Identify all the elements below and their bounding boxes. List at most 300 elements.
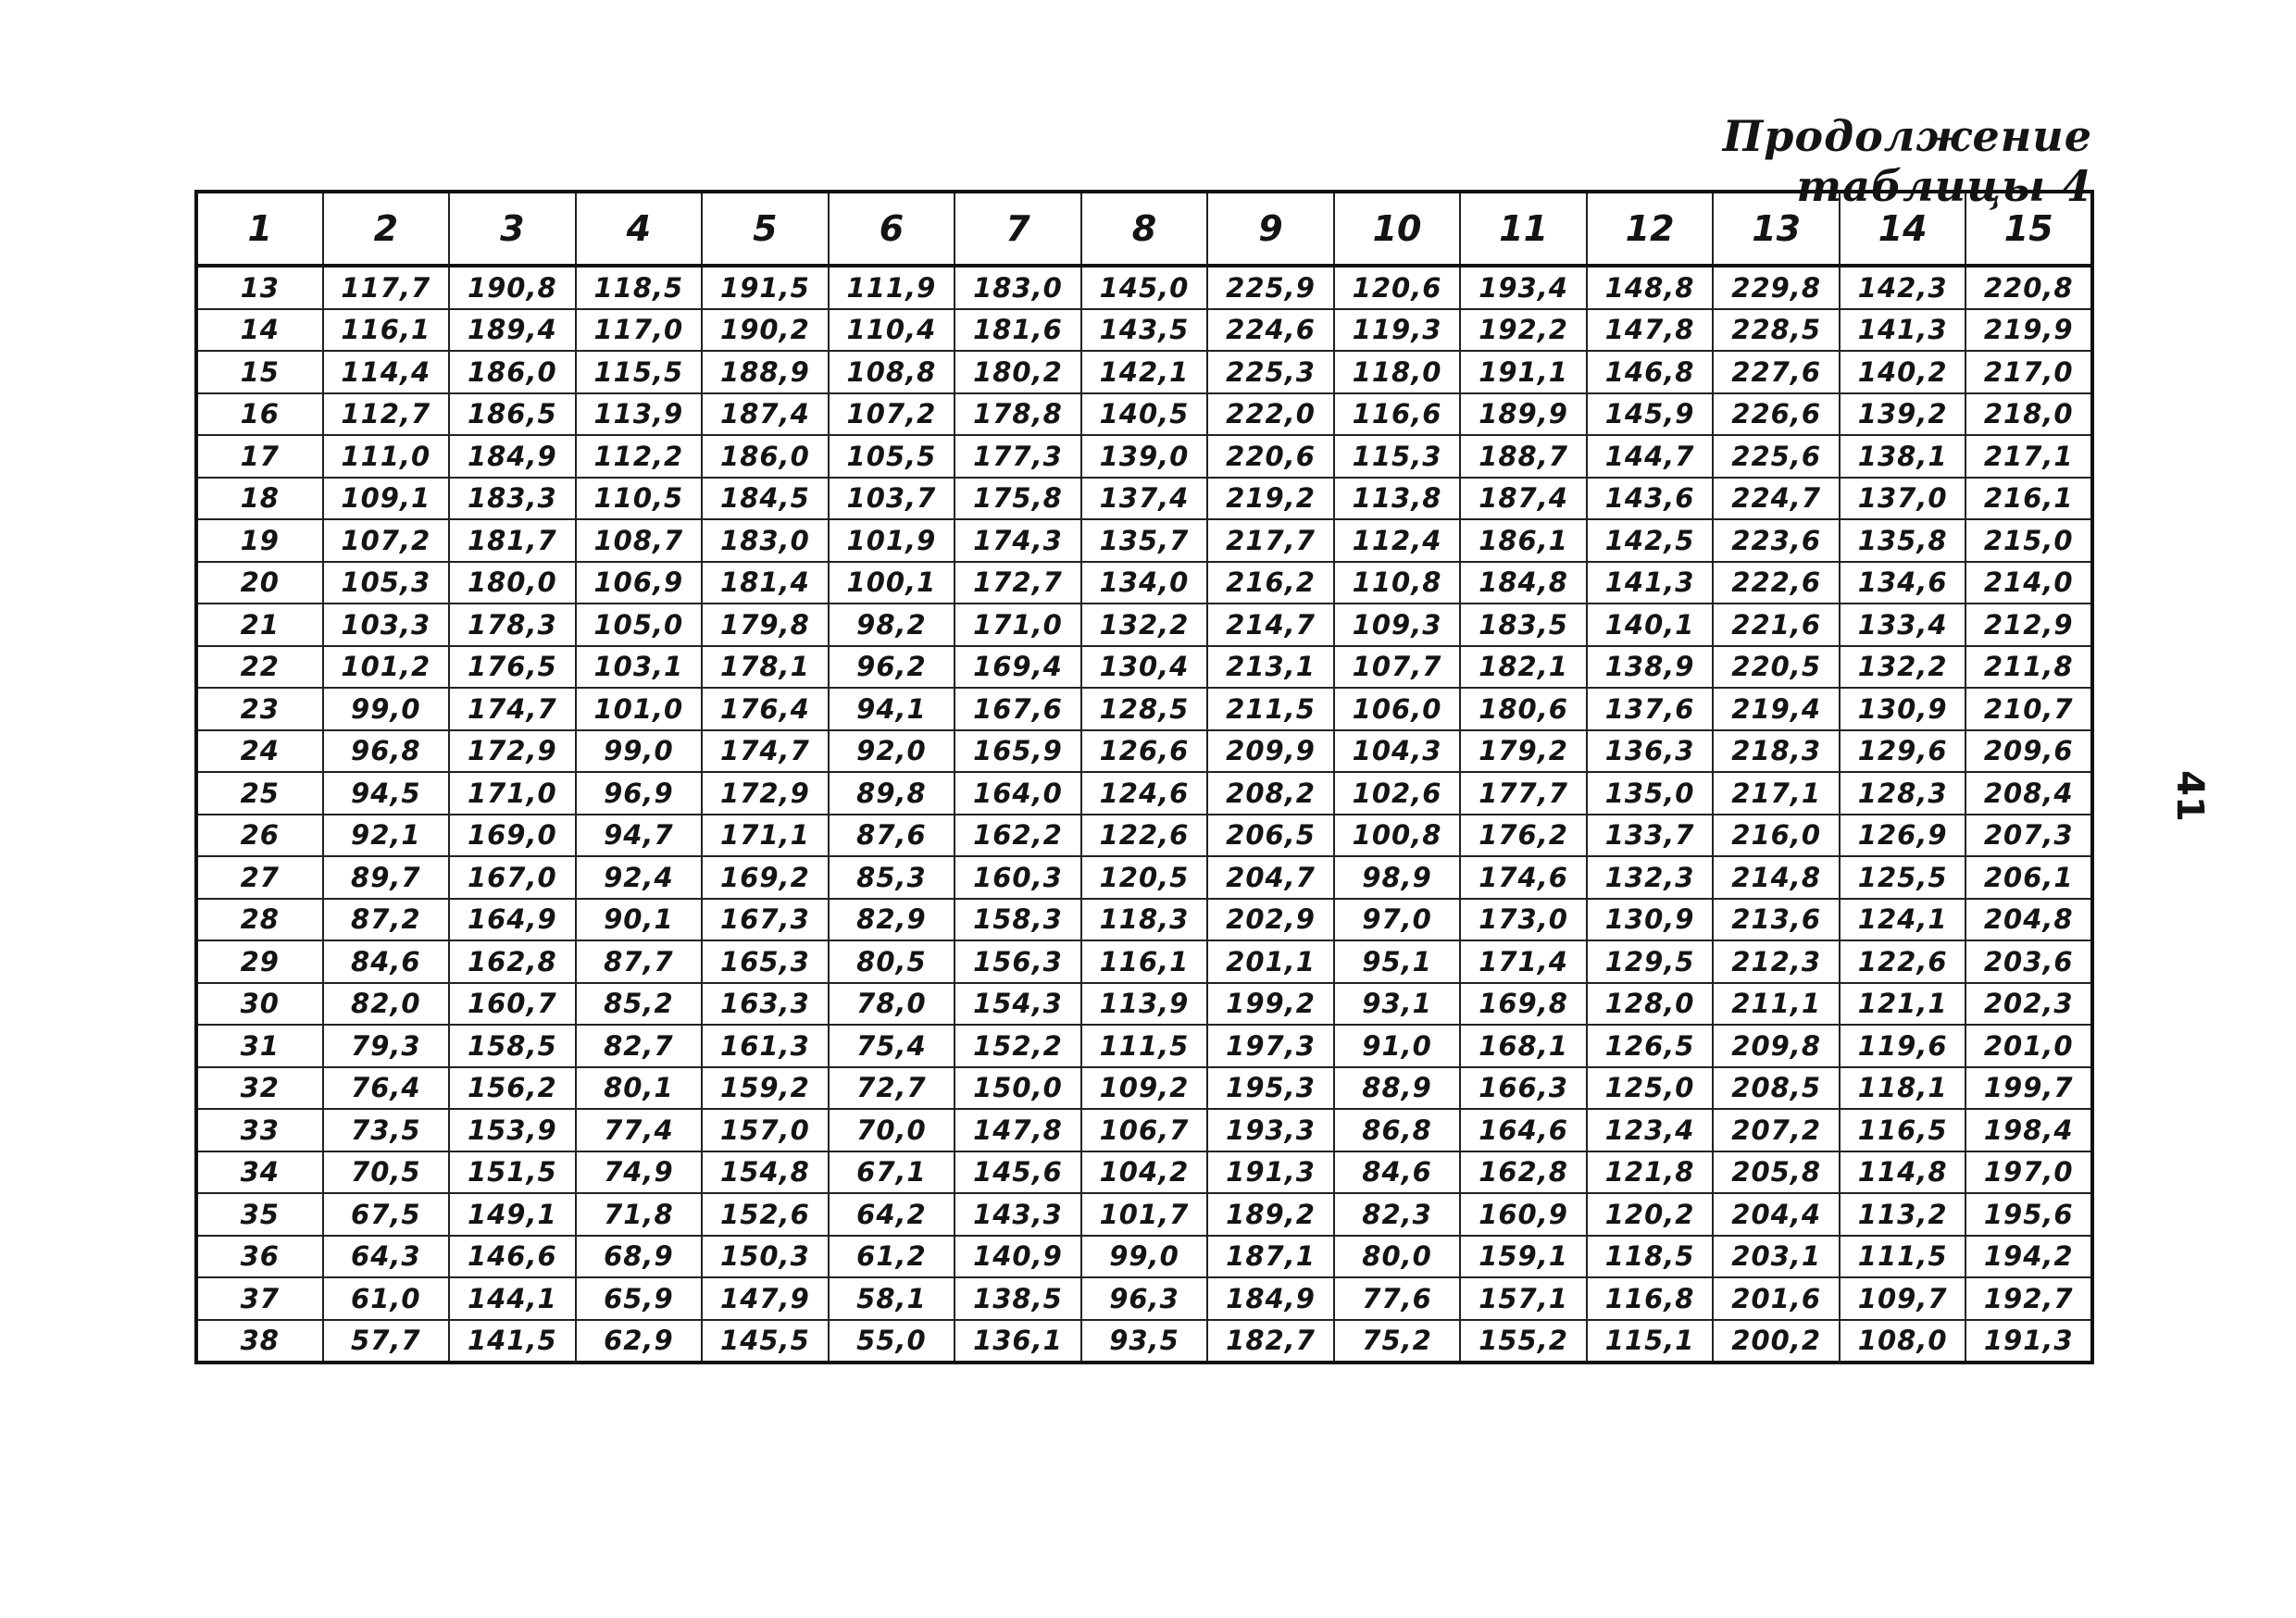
table-cell: 194,2 (1965, 1236, 2092, 1278)
row-number-cell: 35 (196, 1193, 323, 1236)
table-cell: 88,9 (1334, 1067, 1461, 1110)
table-cell: 144,7 (1587, 435, 1714, 478)
table-cell: 228,5 (1713, 309, 1840, 352)
table-cell: 177,3 (955, 435, 1081, 478)
table-cell: 123,4 (1587, 1109, 1714, 1151)
table-cell: 186,1 (1460, 519, 1587, 562)
table-cell: 174,7 (449, 688, 576, 730)
table-cell: 208,2 (1207, 772, 1334, 815)
table-cell: 189,2 (1207, 1193, 1334, 1236)
table-row (196, 435, 2092, 478)
table-cell: 161,3 (702, 1025, 829, 1067)
table-cell: 187,1 (1207, 1236, 1334, 1278)
table-cell: 217,1 (1965, 435, 2092, 478)
table-cell: 146,6 (449, 1236, 576, 1278)
column-header: 6 (829, 192, 955, 266)
table-cell: 201,1 (1207, 940, 1334, 983)
row-number-cell: 25 (196, 772, 323, 815)
table-cell: 217,7 (1207, 519, 1334, 562)
table-cell: 116,1 (323, 309, 450, 352)
table-cell: 99,0 (323, 688, 450, 730)
table-cell: 224,6 (1207, 309, 1334, 352)
table-cell: 164,6 (1460, 1109, 1587, 1151)
table-cell: 93,1 (1334, 983, 1461, 1026)
table-cell: 130,4 (1081, 646, 1208, 689)
table-cell: 120,2 (1587, 1193, 1714, 1236)
table-cell: 191,3 (1207, 1151, 1334, 1194)
table-cell: 99,0 (576, 730, 703, 773)
table-cell: 120,5 (1081, 856, 1208, 899)
row-number-cell: 27 (196, 856, 323, 899)
table-cell: 186,0 (702, 435, 829, 478)
table-row (196, 688, 2092, 730)
table-cell: 219,4 (1713, 688, 1840, 730)
table-row (196, 1025, 2092, 1067)
table-cell: 84,6 (1334, 1151, 1461, 1194)
table-cell: 57,7 (323, 1320, 450, 1363)
table-cell: 116,5 (1840, 1109, 1966, 1151)
table-cell: 214,7 (1207, 604, 1334, 646)
table-cell: 211,1 (1713, 983, 1840, 1026)
table-cell: 118,5 (576, 266, 703, 309)
row-number-cell: 38 (196, 1320, 323, 1363)
row-number-cell: 16 (196, 393, 323, 436)
table-cell: 162,2 (955, 815, 1081, 857)
table-cell: 183,3 (449, 478, 576, 520)
table-cell: 159,2 (702, 1067, 829, 1110)
table-cell: 133,4 (1840, 604, 1966, 646)
table-row (196, 730, 2092, 773)
table-cell: 146,8 (1587, 351, 1714, 393)
table-cell: 75,4 (829, 1025, 955, 1067)
table-cell: 187,4 (1460, 478, 1587, 520)
row-number-cell: 23 (196, 688, 323, 730)
table-cell: 222,0 (1207, 393, 1334, 436)
column-header: 7 (955, 192, 1081, 266)
table-cell: 214,0 (1965, 562, 2092, 604)
table-cell: 116,1 (1081, 940, 1208, 983)
table-cell: 113,9 (576, 393, 703, 436)
table-cell: 89,8 (829, 772, 955, 815)
table-cell: 130,9 (1587, 899, 1714, 941)
table-cell: 61,0 (323, 1277, 450, 1320)
table-cell: 72,7 (829, 1067, 955, 1110)
table-cell: 179,2 (1460, 730, 1587, 773)
table-cell: 176,2 (1460, 815, 1587, 857)
table-cell: 166,3 (1460, 1067, 1587, 1110)
table-cell: 225,3 (1207, 351, 1334, 393)
table-cell: 101,9 (829, 519, 955, 562)
table-cell: 112,2 (576, 435, 703, 478)
table-cell: 174,7 (702, 730, 829, 773)
table-cell: 164,0 (955, 772, 1081, 815)
table-cell: 92,0 (829, 730, 955, 773)
table-cell: 165,9 (955, 730, 1081, 773)
table-cell: 172,9 (449, 730, 576, 773)
table-cell: 178,1 (702, 646, 829, 689)
table-cell: 167,6 (955, 688, 1081, 730)
row-number-cell: 15 (196, 351, 323, 393)
table-cell: 105,3 (323, 562, 450, 604)
table-cell: 107,2 (323, 519, 450, 562)
table-cell: 94,5 (323, 772, 450, 815)
table-cell: 78,0 (829, 983, 955, 1026)
row-number-cell: 26 (196, 815, 323, 857)
table-cell: 110,4 (829, 309, 955, 352)
table-cell: 188,7 (1460, 435, 1587, 478)
table-cell: 150,0 (955, 1067, 1081, 1110)
row-number-cell: 28 (196, 899, 323, 941)
table-cell: 113,9 (1081, 983, 1208, 1026)
table-cell: 199,2 (1207, 983, 1334, 1026)
table-cell: 105,0 (576, 604, 703, 646)
table-cell: 70,5 (323, 1151, 450, 1194)
table-cell: 201,6 (1713, 1277, 1840, 1320)
table-cell: 145,9 (1587, 393, 1714, 436)
table-cell: 61,2 (829, 1236, 955, 1278)
table-cell: 143,6 (1587, 478, 1714, 520)
table-cell: 193,3 (1207, 1109, 1334, 1151)
table-cell: 77,6 (1334, 1277, 1461, 1320)
table-cell: 160,9 (1460, 1193, 1587, 1236)
table-cell: 116,8 (1587, 1277, 1714, 1320)
table-cell: 64,2 (829, 1193, 955, 1236)
table-cell: 113,2 (1840, 1193, 1966, 1236)
table-cell: 102,6 (1334, 772, 1461, 815)
data-table (194, 190, 2094, 1364)
table-cell: 101,0 (576, 688, 703, 730)
table-row (196, 478, 2092, 520)
table-cell: 137,4 (1081, 478, 1208, 520)
table-cell: 122,6 (1840, 940, 1966, 983)
table-cell: 227,6 (1713, 351, 1840, 393)
table-cell: 145,5 (702, 1320, 829, 1363)
table-cell: 141,3 (1587, 562, 1714, 604)
table-cell: 180,2 (955, 351, 1081, 393)
table-cell: 115,1 (1587, 1320, 1714, 1363)
table-cell: 180,6 (1460, 688, 1587, 730)
table-cell: 137,6 (1587, 688, 1714, 730)
table-cell: 173,0 (1460, 899, 1587, 941)
table-cell: 115,5 (576, 351, 703, 393)
column-header: 1 (196, 192, 323, 266)
table-cell: 219,2 (1207, 478, 1334, 520)
table-cell: 224,7 (1713, 478, 1840, 520)
table-cell: 212,3 (1713, 940, 1840, 983)
row-number-cell: 37 (196, 1277, 323, 1320)
table-cell: 201,0 (1965, 1025, 2092, 1067)
table-cell: 77,4 (576, 1109, 703, 1151)
table-cell: 153,9 (449, 1109, 576, 1151)
table-cell: 103,3 (323, 604, 450, 646)
table-cell: 222,6 (1713, 562, 1840, 604)
table-cell: 189,9 (1460, 393, 1587, 436)
table-cell: 172,9 (702, 772, 829, 815)
table-row (196, 940, 2092, 983)
table-cell: 111,9 (829, 266, 955, 309)
table-cell: 157,0 (702, 1109, 829, 1151)
row-number-cell: 21 (196, 604, 323, 646)
row-number-cell: 29 (196, 940, 323, 983)
table-cell: 82,9 (829, 899, 955, 941)
table-cell: 110,5 (576, 478, 703, 520)
table-cell: 202,9 (1207, 899, 1334, 941)
table-cell: 139,2 (1840, 393, 1966, 436)
table-cell: 216,0 (1713, 815, 1840, 857)
table-cell: 204,4 (1713, 1193, 1840, 1236)
table-row (196, 646, 2092, 689)
table-cell: 119,6 (1840, 1025, 1966, 1067)
table-cell: 182,1 (1460, 646, 1587, 689)
table-cell: 138,9 (1587, 646, 1714, 689)
table-cell: 206,1 (1965, 856, 2092, 899)
table-cell: 162,8 (1460, 1151, 1587, 1194)
table-cell: 108,0 (1840, 1320, 1966, 1363)
table-cell: 97,0 (1334, 899, 1461, 941)
table-cell: 135,8 (1840, 519, 1966, 562)
table-cell: 92,4 (576, 856, 703, 899)
table-cell: 64,3 (323, 1236, 450, 1278)
column-header: 4 (576, 192, 703, 266)
row-number-cell: 22 (196, 646, 323, 689)
table-cell: 115,3 (1334, 435, 1461, 478)
row-number-cell: 33 (196, 1109, 323, 1151)
table-cell: 82,0 (323, 983, 450, 1026)
table-cell: 211,5 (1207, 688, 1334, 730)
table-cell: 134,6 (1840, 562, 1966, 604)
table-cell: 143,5 (1081, 309, 1208, 352)
table-cell: 158,5 (449, 1025, 576, 1067)
column-header: 2 (323, 192, 450, 266)
table-cell: 208,5 (1713, 1067, 1840, 1110)
table-cell: 176,5 (449, 646, 576, 689)
table-cell: 159,1 (1460, 1236, 1587, 1278)
table-cell: 80,5 (829, 940, 955, 983)
column-header: 13 (1713, 192, 1840, 266)
table-row (196, 1236, 2092, 1278)
table-cell: 87,6 (829, 815, 955, 857)
table-cell: 114,4 (323, 351, 450, 393)
table-cell: 65,9 (576, 1277, 703, 1320)
table-cell: 217,1 (1713, 772, 1840, 815)
table-cell: 184,9 (1207, 1277, 1334, 1320)
table-cell: 186,0 (449, 351, 576, 393)
table-cell: 138,5 (955, 1277, 1081, 1320)
row-number-cell: 36 (196, 1236, 323, 1278)
table-cell: 204,8 (1965, 899, 2092, 941)
table-cell: 76,4 (323, 1067, 450, 1110)
table-row (196, 983, 2092, 1026)
column-header: 10 (1334, 192, 1461, 266)
table-cell: 85,2 (576, 983, 703, 1026)
table-cell: 209,8 (1713, 1025, 1840, 1067)
table-cell: 206,5 (1207, 815, 1334, 857)
table-cell: 133,7 (1587, 815, 1714, 857)
table-cell: 225,9 (1207, 266, 1334, 309)
table-cell: 96,9 (576, 772, 703, 815)
table-cell: 160,7 (449, 983, 576, 1026)
table-cell: 156,2 (449, 1067, 576, 1110)
table-cell: 193,4 (1460, 266, 1587, 309)
table-cell: 190,8 (449, 266, 576, 309)
table-cell: 137,0 (1840, 478, 1966, 520)
table-cell: 180,0 (449, 562, 576, 604)
table-cell: 145,0 (1081, 266, 1208, 309)
table-row (196, 351, 2092, 393)
table-cell: 67,1 (829, 1151, 955, 1194)
table-cell: 94,7 (576, 815, 703, 857)
table-cell: 197,0 (1965, 1151, 2092, 1194)
table-cell: 132,3 (1587, 856, 1714, 899)
table-cell: 202,3 (1965, 983, 2092, 1026)
table-cell: 214,8 (1713, 856, 1840, 899)
table-row (196, 1067, 2092, 1110)
table-cell: 197,3 (1207, 1025, 1334, 1067)
column-header: 12 (1587, 192, 1714, 266)
page-number: 41 (2168, 770, 2211, 822)
table-cell: 179,8 (702, 604, 829, 646)
table-row (196, 266, 2092, 309)
table-cell: 129,6 (1840, 730, 1966, 773)
table-cell: 155,2 (1460, 1320, 1587, 1363)
table-row (196, 899, 2092, 941)
table-cell: 195,3 (1207, 1067, 1334, 1110)
table-cell: 118,3 (1081, 899, 1208, 941)
table-cell: 71,8 (576, 1193, 703, 1236)
header-row (196, 192, 2092, 266)
table-cell: 91,0 (1334, 1025, 1461, 1067)
table-cell: 134,0 (1081, 562, 1208, 604)
table-cell: 184,5 (702, 478, 829, 520)
table-cell: 125,0 (1587, 1067, 1714, 1110)
table-cell: 128,5 (1081, 688, 1208, 730)
row-number-cell: 18 (196, 478, 323, 520)
table-cell: 221,6 (1713, 604, 1840, 646)
table-row (196, 1193, 2092, 1236)
table-cell: 209,9 (1207, 730, 1334, 773)
table-cell: 167,3 (702, 899, 829, 941)
table-cell: 108,8 (829, 351, 955, 393)
table-cell: 85,3 (829, 856, 955, 899)
table-cell: 210,7 (1965, 688, 2092, 730)
row-number-cell: 32 (196, 1067, 323, 1110)
table-cell: 108,7 (576, 519, 703, 562)
table-cell: 90,1 (576, 899, 703, 941)
table-cell: 141,3 (1840, 309, 1966, 352)
table-cell: 112,7 (323, 393, 450, 436)
table-cell: 96,2 (829, 646, 955, 689)
table-cell: 103,1 (576, 646, 703, 689)
table-cell: 92,1 (323, 815, 450, 857)
table-cell: 157,1 (1460, 1277, 1587, 1320)
table-cell: 158,3 (955, 899, 1081, 941)
table-cell: 149,1 (449, 1193, 576, 1236)
table-cell: 109,1 (323, 478, 450, 520)
table-cell: 187,4 (702, 393, 829, 436)
table-cell: 58,1 (829, 1277, 955, 1320)
table-cell: 122,6 (1081, 815, 1208, 857)
table-cell: 220,6 (1207, 435, 1334, 478)
table-cell: 136,3 (1587, 730, 1714, 773)
table-cell: 167,0 (449, 856, 576, 899)
table-cell: 99,0 (1081, 1236, 1208, 1278)
table-cell: 165,3 (702, 940, 829, 983)
table-cell: 181,6 (955, 309, 1081, 352)
table-cell: 216,1 (1965, 478, 2092, 520)
table-cell: 100,1 (829, 562, 955, 604)
table-cell: 121,8 (1587, 1151, 1714, 1194)
table-cell: 191,5 (702, 266, 829, 309)
table-cell: 111,5 (1081, 1025, 1208, 1067)
table-cell: 226,6 (1713, 393, 1840, 436)
table-cell: 150,3 (702, 1236, 829, 1278)
table-cell: 129,5 (1587, 940, 1714, 983)
table-cell: 220,8 (1965, 266, 2092, 309)
table-cell: 182,7 (1207, 1320, 1334, 1363)
table-cell: 209,6 (1965, 730, 2092, 773)
table-cell: 117,0 (576, 309, 703, 352)
table-cell: 147,9 (702, 1277, 829, 1320)
table-cell: 125,5 (1840, 856, 1966, 899)
table-cell: 181,4 (702, 562, 829, 604)
table-cell: 140,1 (1587, 604, 1714, 646)
table-header (196, 192, 2092, 266)
table-cell: 67,5 (323, 1193, 450, 1236)
table-cell: 205,8 (1713, 1151, 1840, 1194)
table-cell: 218,3 (1713, 730, 1840, 773)
table-cell: 160,3 (955, 856, 1081, 899)
table-cell: 138,1 (1840, 435, 1966, 478)
column-header: 5 (702, 192, 829, 266)
table-row (196, 772, 2092, 815)
table-cell: 98,2 (829, 604, 955, 646)
table-cell: 126,6 (1081, 730, 1208, 773)
table-cell: 215,0 (1965, 519, 2092, 562)
table-cell: 178,8 (955, 393, 1081, 436)
table-cell: 204,7 (1207, 856, 1334, 899)
table-cell: 96,8 (323, 730, 450, 773)
table-cell: 132,2 (1840, 646, 1966, 689)
column-header: 8 (1081, 192, 1208, 266)
table-cell: 73,5 (323, 1109, 450, 1151)
table-cell: 104,3 (1334, 730, 1461, 773)
table-cell: 192,2 (1460, 309, 1587, 352)
table-cell: 106,9 (576, 562, 703, 604)
table-cell: 109,2 (1081, 1067, 1208, 1110)
table-cell: 82,3 (1334, 1193, 1461, 1236)
row-number-cell: 20 (196, 562, 323, 604)
table-cell: 216,2 (1207, 562, 1334, 604)
table-cell: 93,5 (1081, 1320, 1208, 1363)
table-row (196, 393, 2092, 436)
table-cell: 113,8 (1334, 478, 1461, 520)
table-cell: 84,6 (323, 940, 450, 983)
table-cell: 82,7 (576, 1025, 703, 1067)
table-cell: 80,1 (576, 1067, 703, 1110)
table-cell: 87,7 (576, 940, 703, 983)
table-cell: 62,9 (576, 1320, 703, 1363)
table-cell: 114,8 (1840, 1151, 1966, 1194)
table-cell: 142,5 (1587, 519, 1714, 562)
table-cell: 175,8 (955, 478, 1081, 520)
table-cell: 174,3 (955, 519, 1081, 562)
table-cell: 148,8 (1587, 266, 1714, 309)
table-cell: 211,8 (1965, 646, 2092, 689)
column-header: 15 (1965, 192, 2092, 266)
table-cell: 219,9 (1965, 309, 2092, 352)
table-row (196, 604, 2092, 646)
table-cell: 126,5 (1587, 1025, 1714, 1067)
